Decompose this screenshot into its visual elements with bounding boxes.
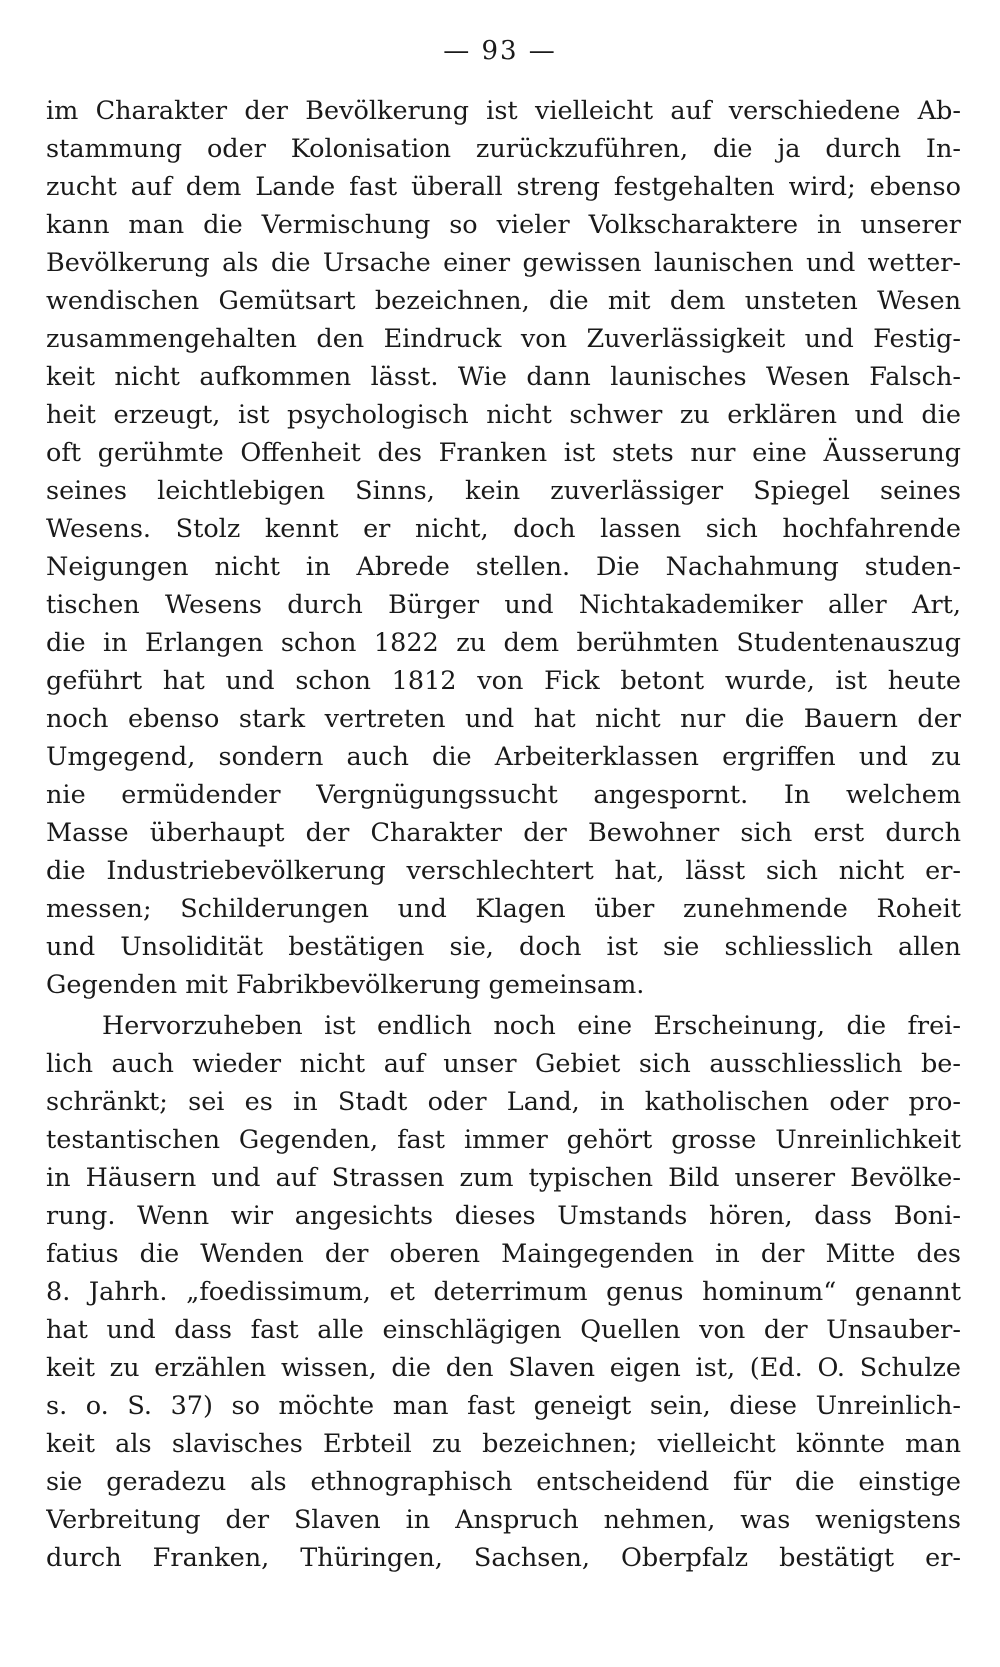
text-line: und Unsolidität bestätigen sie, doch ist sie schliesslich allen: [46, 932, 961, 962]
text-line: wendischen Gemütsart bezeichnen, die mit dem unsteten Wesen: [46, 286, 961, 316]
text-line: geführt hat und schon 1812 von Fick betont wurde, ist heute: [46, 666, 961, 696]
text-line: s. o. S. 37) so möchte man fast geneigt sein, diese Unreinlich-: [46, 1391, 961, 1421]
paragraph-1: [46, 92, 961, 1004]
text-line: Neigungen nicht in Abrede stellen. Die Nachahmung studen-: [46, 552, 961, 582]
text-line: messen; Schilderungen und Klagen über zunehmende Roheit: [46, 894, 961, 924]
text-line: die in Erlangen schon 1822 zu dem berühmten Studentenauszug: [46, 628, 961, 658]
text-line: keit nicht aufkommen lässt. Wie dann launisches Wesen Falsch-: [46, 362, 961, 392]
text-line: noch ebenso stark vertreten und hat nicht nur die Bauern der: [46, 704, 961, 734]
text-line: Bevölkerung als die Ursache einer gewissen launischen und wetter-: [46, 248, 961, 278]
text-line: lich auch wieder nicht auf unser Gebiet sich ausschliesslich be-: [46, 1049, 961, 1079]
text-line: durch Franken, Thüringen, Sachsen, Oberpfalz bestätigt er-: [46, 1543, 961, 1573]
text-line: tischen Wesens durch Bürger und Nichtakademiker aller Art,: [46, 590, 961, 620]
text-line: im Charakter der Bevölkerung ist vielleicht auf verschiedene Ab-: [46, 96, 961, 126]
text-line: 8. Jahrh. „foedissimum, et deterrimum genus hominum“ genannt: [46, 1277, 961, 1307]
text-line: schränkt; sei es in Stadt oder Land, in katholischen oder pro-: [46, 1087, 961, 1117]
text-line: nie ermüdender Vergnügungssucht angespornt. In welchem: [46, 780, 961, 810]
text-line: zusammengehalten den Eindruck von Zuverlässigkeit und Festig-: [46, 324, 961, 354]
paragraph-2: [46, 1007, 961, 1577]
text-line: seines leichtlebigen Sinns, kein zuverlässiger Spiegel seines: [46, 476, 961, 506]
text-line: die Industriebevölkerung verschlechtert hat, lässt sich nicht er-: [46, 856, 961, 886]
page-number: — 93 —: [443, 36, 557, 66]
text-line: stammung oder Kolonisation zurückzuführen, die ja durch In-: [46, 134, 961, 164]
text-line: Verbreitung der Slaven in Anspruch nehmen, was wenigstens: [46, 1505, 961, 1535]
text-line: in Häusern und auf Strassen zum typischen Bild unserer Bevölke-: [46, 1163, 961, 1193]
text-line: keit zu erzählen wissen, die den Slaven eigen ist, (Ed. O. Schulze: [46, 1353, 961, 1383]
text-line: Gegenden mit Fabrikbevölkerung gemeinsam.: [46, 970, 645, 1000]
text-line: testantischen Gegenden, fast immer gehört grosse Unreinlichkeit: [46, 1125, 961, 1155]
text-line: hat und dass fast alle einschlägigen Quellen von der Unsauber-: [46, 1315, 961, 1345]
text-line: Masse überhaupt der Charakter der Bewohner sich erst durch: [46, 818, 961, 848]
text-line: Umgegend, sondern auch die Arbeiterklassen ergriffen und zu: [46, 742, 961, 772]
text-line: kann man die Vermischung so vieler Volkscharaktere in unserer: [46, 210, 961, 240]
text-line: zucht auf dem Lande fast überall streng festgehalten wird; ebenso: [46, 172, 961, 202]
text-line: rung. Wenn wir angesichts dieses Umstands hören, dass Boni-: [46, 1201, 961, 1231]
text-line: keit als slavisches Erbteil zu bezeichnen; vielleicht könnte man: [46, 1429, 961, 1459]
text-line: fatius die Wenden der oberen Maingegenden in der Mitte des: [46, 1239, 961, 1269]
text-line: oft gerühmte Offenheit des Franken ist stets nur eine Äusserung: [46, 438, 961, 468]
text-line: heit erzeugt, ist psychologisch nicht schwer zu erklären und die: [46, 400, 961, 430]
text-line: Hervorzuheben ist endlich noch eine Erscheinung, die frei-: [102, 1011, 961, 1041]
text-line: sie geradezu als ethnographisch entscheidend für die einstige: [46, 1467, 961, 1497]
text-line: Wesens. Stolz kennt er nicht, doch lassen sich hochfahrende: [46, 514, 961, 544]
